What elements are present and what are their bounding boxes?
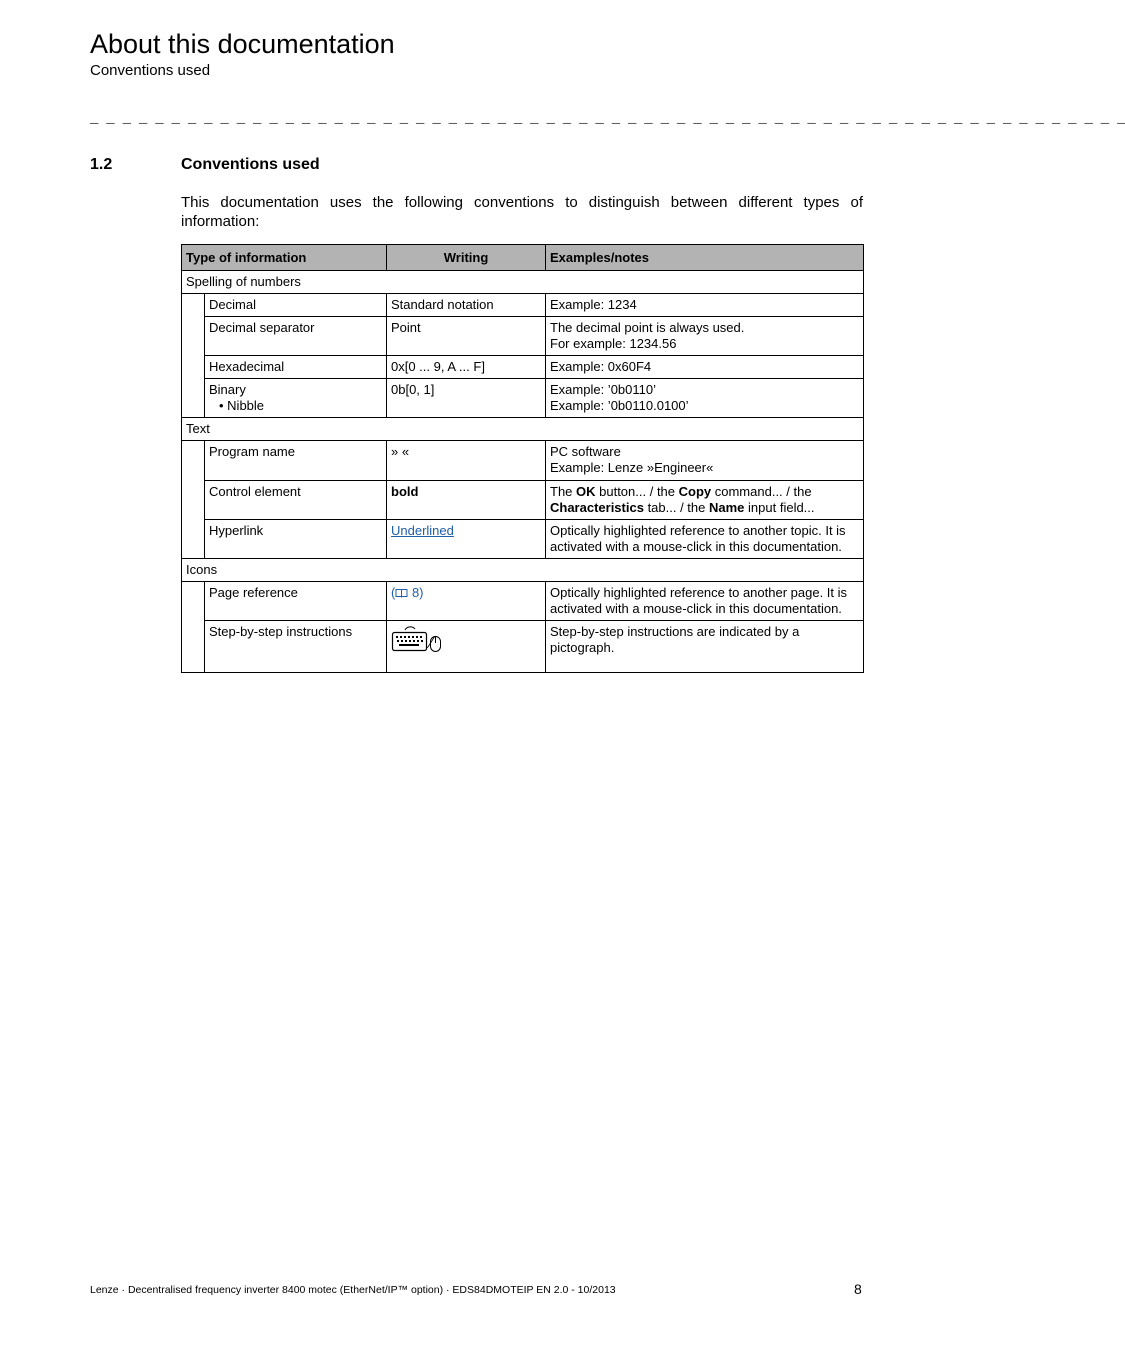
note-line: For example: 1234.56 (550, 336, 677, 351)
table-header-row (182, 245, 864, 271)
note-bold-characteristics: Characteristics (550, 500, 644, 515)
cell-notes (546, 481, 864, 520)
cell-type: Hyperlink (205, 520, 387, 559)
cell-type: Program name (205, 441, 387, 481)
page-number: 8 (854, 1281, 862, 1297)
page-reference-link[interactable] (391, 585, 424, 600)
header-type: Type of information (182, 245, 387, 271)
cell-type: Decimal (205, 294, 387, 317)
cell-type (205, 379, 387, 418)
group-label: Spelling of numbers (182, 271, 864, 294)
cell-notes: Optically highlighted reference to another page. It is activated with a mouse-click in this documentation. (546, 582, 864, 621)
group-row-numbers (182, 271, 864, 294)
cell-writing: Point (387, 317, 546, 356)
table-row (182, 582, 864, 621)
bold-sample: bold (391, 484, 419, 499)
cell-type: Step-by-step instructions (205, 621, 387, 673)
cell-notes (546, 379, 864, 418)
table-row (182, 520, 864, 559)
cell-writing (387, 582, 546, 621)
note-line: Example: ’0b0110.0100’ (550, 398, 689, 413)
cell-writing: » « (387, 441, 546, 481)
table-row (182, 621, 864, 673)
conventions-table (181, 244, 864, 673)
note-line: The decimal point is always used. (550, 320, 745, 335)
indent-cell (182, 294, 205, 418)
note-line: Example: ’0b0110’ (550, 382, 656, 397)
group-label: Icons (182, 559, 864, 582)
cell-writing (387, 481, 546, 520)
note-line: PC software (550, 444, 621, 459)
cell-notes (546, 441, 864, 481)
note-text: input field... (744, 500, 815, 515)
intro-paragraph: This documentation uses the following conventions to distinguish between different types of information: (181, 194, 863, 230)
cell-type: Hexadecimal (205, 356, 387, 379)
note-text: The (550, 484, 577, 499)
cell-notes: Step-by-step instructions are indicated by a pictograph. (546, 621, 864, 673)
group-label: Text (182, 418, 864, 441)
indent-cell (182, 582, 205, 673)
type-sublabel: • Nibble (219, 398, 265, 413)
section-title: Conventions used (181, 156, 320, 173)
footer-text: Lenze · Decentralised frequency inverter 8400 motec (EtherNet/IP™ option) · EDS84DMOTEIP EN 2.0 - 10/2013 (90, 1284, 616, 1296)
cell-notes (546, 317, 864, 356)
note-bold-ok: OK (576, 484, 596, 499)
note-bold-copy: Copy (678, 484, 712, 499)
page-ref-open: ( (391, 585, 396, 600)
note-text: tab... / the (643, 500, 709, 515)
cell-type: Page reference (205, 582, 387, 621)
cell-writing: 0x[0 ... 9, A ... F] (387, 356, 546, 379)
type-label: Binary (209, 382, 246, 397)
section-number: 1.2 (90, 156, 113, 173)
table-row (182, 481, 864, 520)
cell-type: Decimal separator (205, 317, 387, 356)
header-writing: Writing (387, 245, 546, 271)
table-row (182, 379, 864, 418)
cell-notes: Example: 0x60F4 (546, 356, 864, 379)
cell-writing (387, 520, 546, 559)
cell-notes: Optically highlighted reference to another topic. It is activated with a mouse-click in this documentation. (546, 520, 864, 559)
cell-notes: Example: 1234 (546, 294, 864, 317)
header-notes: Examples/notes (546, 245, 864, 271)
table-row (182, 441, 864, 481)
page-subtitle: Conventions used (90, 62, 211, 79)
page-ref-number: 8) (408, 585, 424, 600)
cell-writing (387, 621, 546, 673)
keyboard-mouse-icon (391, 624, 445, 654)
underlined-link[interactable]: Underlined (391, 523, 454, 538)
note-bold-name: Name (709, 500, 745, 515)
group-row-icons (182, 559, 864, 582)
note-text: command... / the (711, 484, 812, 499)
cell-writing: 0b[0, 1] (387, 379, 546, 418)
page-title: About this documentation (90, 29, 395, 59)
cell-writing: Standard notation (387, 294, 546, 317)
indent-cell (182, 441, 205, 559)
book-icon (395, 588, 408, 598)
table-row (182, 356, 864, 379)
table-row (182, 317, 864, 356)
dashed-separator: _ _ _ _ _ _ _ _ _ _ _ _ _ _ _ _ _ _ _ _ _ _ _ _ _ _ _ _ _ _ _ _ _ _ _ _ _ _ _ _ _ _ _ _ _ _ _ _ _ _ _ _ _ _ _ _ _ _ _ _ _ _ _ _ (90, 111, 1125, 127)
table-row (182, 294, 864, 317)
note-text: button... / the (595, 484, 679, 499)
cell-type: Control element (205, 481, 387, 520)
group-row-text (182, 418, 864, 441)
note-line: Example: Lenze »Engineer« (550, 460, 714, 475)
